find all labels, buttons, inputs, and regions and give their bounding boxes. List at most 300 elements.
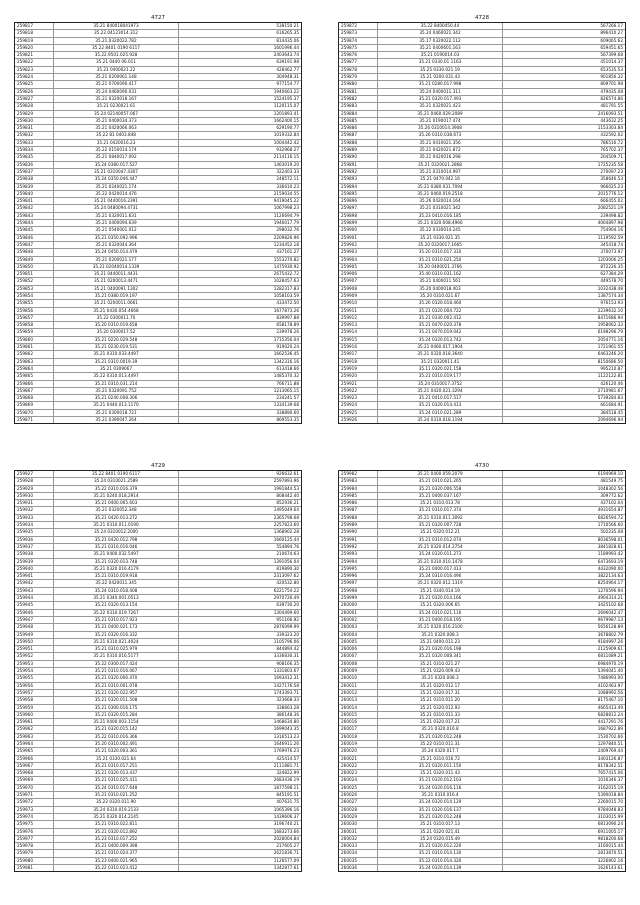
code-cell: 35.21 0410021.356 — [378, 140, 503, 146]
table-row — [15, 544, 301, 551]
code-cell: 35.21 0320.006.65 — [378, 602, 503, 608]
table-row — [339, 756, 625, 763]
amount-cell: 1126577.09 — [273, 857, 299, 863]
code-cell: 35.21 0310047.4307 — [54, 169, 179, 175]
amount-cell: 2028004.84 — [273, 835, 299, 841]
table-row — [15, 705, 301, 712]
amount-cell: 1120115.07 — [273, 103, 299, 109]
amount-cell: 1683273.66 — [273, 828, 299, 834]
amount-cell: 852936.21 — [276, 500, 299, 506]
table-row — [15, 610, 301, 617]
amount-cell: 2403643.74 — [273, 52, 299, 58]
id-cell: 259935 — [15, 529, 54, 535]
amount-cell: 437102.04 — [600, 500, 623, 506]
table-row — [15, 111, 301, 118]
code-cell: 35.21 0420066.063 — [54, 125, 179, 131]
id-cell: 260010 — [339, 675, 378, 681]
id-cell: 259954 — [15, 668, 54, 674]
id-cell: 259929 — [15, 486, 54, 492]
table-panel-1 — [14, 14, 302, 424]
id-cell: 259920 — [339, 373, 378, 379]
table-row — [339, 792, 625, 799]
amount-cell: 3841828.61 — [597, 543, 623, 549]
id-cell: 259933 — [15, 515, 54, 521]
amount-cell: 666455.02 — [600, 198, 623, 204]
amount-cell: 2111881.71 — [273, 762, 299, 768]
amount-cell: 2621836.71 — [273, 850, 299, 856]
id-cell: 259819 — [15, 38, 54, 44]
code-cell: 35.21 0310.025.411 — [54, 777, 179, 783]
table-row — [339, 478, 625, 485]
table-row — [339, 140, 625, 147]
amount-cell: 809701.98 — [600, 81, 623, 87]
id-cell: 259858 — [15, 322, 54, 328]
amount-cell: 1660125.44 — [273, 536, 299, 542]
table-row — [15, 661, 301, 668]
code-cell: 35.24 0320.014.129 — [378, 799, 503, 805]
code-cell: 35.21 0310.0019.39 — [54, 359, 179, 365]
code-cell: 35.24 0320.013.742 — [378, 337, 503, 343]
amount-cell: 2876099.99 — [273, 624, 299, 630]
amount-cell: 814435.06 — [276, 37, 299, 43]
id-cell: 259937 — [15, 544, 54, 550]
table-row — [15, 308, 301, 315]
code-cell: 35.21 0320.017.31 — [378, 690, 503, 696]
id-cell: 259925 — [339, 410, 378, 416]
id-cell: 259834 — [15, 147, 54, 153]
code-cell: 35.24 0480094.4731 — [54, 205, 179, 211]
amount-cell: 3226802.16 — [597, 857, 623, 863]
amount-cell: 338890.60 — [276, 409, 299, 415]
amount-cell: 1485370.32 — [273, 373, 299, 379]
table-row — [339, 96, 625, 103]
amount-cell: 1342877.61 — [273, 865, 299, 871]
amount-cell: 901856.32 — [600, 74, 623, 80]
code-cell: 35.21 0310.013.78 — [378, 500, 503, 506]
id-cell: 259842 — [15, 205, 54, 211]
code-cell: 35.22 8401 0190 6117 — [54, 471, 179, 477]
code-cell: 35.21 0320.015.284 — [54, 712, 179, 718]
table-body — [14, 22, 302, 424]
amount-cell: 2813870.51 — [597, 850, 623, 856]
code-cell: 35.21 0320.014.166 — [378, 595, 503, 601]
id-cell: 260008 — [339, 661, 378, 667]
amount-cell: 358646.53 — [600, 176, 623, 182]
table-row — [339, 395, 625, 402]
table-row — [339, 865, 625, 871]
id-cell: 260023 — [339, 770, 378, 776]
id-cell: 259959 — [15, 705, 54, 711]
id-cell: 259832 — [15, 132, 54, 138]
id-cell: 259859 — [15, 329, 54, 335]
panel-title: 4729 — [151, 463, 165, 469]
code-cell: 35.24 0320.011.273 — [378, 551, 503, 557]
amount-cell: 2125909.61 — [597, 646, 623, 652]
table-row — [15, 821, 301, 828]
amount-cell: 9679987.13 — [597, 616, 623, 622]
code-cell: 35.21 0310.033.4497 — [54, 351, 179, 357]
table-row — [339, 683, 625, 690]
id-cell: 259951 — [15, 646, 54, 652]
table-row — [15, 573, 301, 580]
code-cell: 35.22 0300011.70 — [54, 315, 179, 321]
amount-cell: 1213065.15 — [273, 387, 299, 393]
amount-cell: 2082521.19 — [597, 205, 623, 211]
id-cell: 259947 — [15, 617, 54, 623]
amount-cell: 1028457.63 — [273, 278, 299, 284]
amount-cell: 1468634.80 — [273, 719, 299, 725]
table-row — [15, 205, 301, 212]
code-cell: 35.21 0400.003.1154 — [54, 719, 179, 725]
id-cell: 259866 — [15, 381, 54, 387]
code-cell: 35.21 0320.016.137 — [378, 807, 503, 813]
amount-cell: 2239632.10 — [597, 307, 623, 313]
id-cell: 259882 — [339, 96, 378, 102]
table-row — [339, 154, 625, 161]
amount-cell: 425414.57 — [276, 755, 299, 761]
code-cell: 35.21 0230021.61 — [54, 103, 179, 109]
code-cell: 35.21 0310.021.4024 — [54, 639, 179, 645]
id-cell: 259922 — [339, 388, 378, 394]
amount-cell: 661684.91 — [600, 402, 623, 408]
amount-cell: 481549.75 — [600, 478, 623, 484]
id-cell: 259871 — [15, 417, 54, 423]
code-cell: 35.21 0320091.752 — [54, 388, 179, 394]
code-cell: 35.21 0310.021.265 — [378, 478, 503, 484]
table-row — [339, 81, 625, 88]
amount-cell: 2114116.15 — [273, 154, 299, 160]
table-row — [339, 580, 625, 587]
code-cell: 35.20 0310.021.67 — [378, 293, 503, 299]
code-cell: 35.21 0320.013.437 — [54, 770, 179, 776]
code-cell: 35.21 0400021.22 — [54, 67, 179, 73]
table-row — [15, 588, 301, 595]
table-row — [15, 103, 301, 110]
code-cell: 35.21 0400.018.195 — [378, 617, 503, 623]
table-row — [15, 566, 301, 573]
code-cell: 35.21 0440016.2391 — [54, 198, 179, 204]
id-cell: 259856 — [15, 308, 54, 314]
code-cell: 35.21 0440011.4431 — [54, 271, 179, 277]
table-row — [339, 184, 625, 191]
table-row — [15, 624, 301, 631]
table-row — [15, 777, 301, 784]
code-cell: 35.22 0420011.345 — [54, 580, 179, 586]
amount-cell: 9419045.22 — [273, 198, 299, 204]
amount-cell: 1032438.48 — [597, 285, 623, 291]
amount-cell: 554894.76 — [276, 543, 299, 549]
amount-cell: 8178342.51 — [597, 762, 623, 768]
amount-cell: 1693412.31 — [273, 675, 299, 681]
code-cell: 35.24 0350.046.447 — [54, 176, 179, 182]
code-cell: 35.21 0320.003.361 — [54, 748, 179, 754]
code-cell: 35.21 0400.009.398 — [54, 843, 179, 849]
code-cell: 35.21 0320052.348 — [54, 507, 179, 513]
amount-cell: 1297840.51 — [597, 740, 623, 746]
amount-cell: 3336830.31 — [273, 653, 299, 659]
id-cell: 259873 — [339, 30, 378, 36]
code-cell: 35.22 81 0403.848 — [54, 132, 179, 138]
code-cell: 35.21 0310.016.4 — [378, 792, 503, 798]
amount-cell: 658178.89 — [276, 322, 299, 328]
amount-cell: 323668.33 — [276, 697, 299, 703]
id-cell: 259968 — [15, 770, 54, 776]
table-row — [15, 726, 301, 733]
id-cell: 259995 — [339, 566, 378, 572]
amount-cell: 4102463.97 — [597, 682, 623, 688]
code-cell: 35.21 0310.024.377 — [54, 850, 179, 856]
amount-cell: 7486993.00 — [597, 675, 623, 681]
code-cell: 35.26 0310014.3908 — [378, 125, 503, 131]
code-cell: 35.21 0310.025.979 — [54, 646, 179, 652]
code-cell: 35.21 0200061.148 — [54, 74, 179, 80]
id-cell: 259892 — [339, 169, 378, 175]
code-cell: 35.21 0320.006.558 — [378, 486, 503, 492]
code-cell: 35.24 0320.015.49 — [378, 836, 503, 842]
id-cell: 259956 — [15, 683, 54, 689]
id-cell: 259927 — [15, 471, 54, 477]
code-cell: 35.24 0460090.031 — [54, 89, 179, 95]
amount-cell: 567266.17 — [600, 23, 623, 28]
amount-cell: 2970726.49 — [273, 595, 299, 601]
id-cell: 259867 — [15, 388, 54, 394]
amount-cell: 370073.97 — [600, 249, 623, 255]
amount-cell: 6813090.24 — [597, 821, 623, 827]
code-cell: 35.26 0320.018.460 — [378, 300, 503, 306]
table-row — [339, 741, 625, 748]
code-cell: 35.21 840018041973 — [54, 23, 179, 29]
amount-cell: 1725235.58 — [597, 161, 623, 167]
code-cell: 35.21 0310.010.1478 — [378, 559, 503, 565]
amount-cell: 3822134.63 — [597, 573, 623, 579]
code-cell: 35.20 0310.019.658 — [54, 322, 179, 328]
amount-cell: 298032.76 — [276, 227, 299, 233]
code-cell: 35.21 0420.012.798 — [54, 537, 179, 543]
id-cell: 259839 — [15, 184, 54, 190]
amount-cell: 995210.87 — [600, 365, 623, 371]
id-cell: 259946 — [15, 610, 54, 616]
code-cell: 35.22.04123014.312 — [54, 30, 179, 36]
table-row — [15, 264, 301, 271]
id-cell: 260009 — [339, 668, 378, 674]
amount-cell: 1463019.20 — [273, 161, 299, 167]
table-row — [15, 45, 301, 52]
code-cell: 35.24 0310.016.496 — [378, 573, 503, 579]
id-cell: 260029 — [339, 814, 378, 820]
amount-cell: 9818200.68 — [597, 835, 623, 841]
id-cell: 259966 — [15, 756, 54, 762]
id-cell: 259875 — [339, 45, 378, 51]
id-cell: 259901 — [339, 235, 378, 241]
amount-cell: 1677873.26 — [273, 307, 299, 313]
code-cell: 35.21 0310.021.27 — [378, 661, 503, 667]
id-cell: 259849 — [15, 257, 54, 263]
code-cell: 35.22 8401 0190 6117 — [54, 45, 179, 51]
table-row — [339, 103, 625, 110]
amount-cell: 386148.36 — [276, 711, 299, 717]
code-cell: 35.24 0320.016.116 — [378, 785, 503, 791]
code-cell: 35.21 0700090.417 — [54, 81, 179, 87]
amount-cell: 3196740.21 — [273, 821, 299, 827]
id-cell: 259828 — [15, 103, 54, 109]
amount-cell: 8471686.94 — [597, 314, 623, 320]
code-cell: 35.21 0430.054.4668 — [54, 308, 179, 314]
id-cell: 259944 — [15, 595, 54, 601]
table-row — [339, 169, 625, 176]
code-cell: 35.21 0320.012.1319 — [378, 580, 503, 586]
table-row — [15, 293, 301, 300]
id-cell: 259826 — [15, 89, 54, 95]
amount-cell: 338663.28 — [276, 704, 299, 710]
amount-cell: 1495049.64 — [273, 507, 299, 513]
table-row — [15, 132, 301, 139]
table-row — [339, 30, 625, 37]
code-cell: 35.21 0340.014.19 — [378, 588, 503, 594]
id-cell: 259939 — [15, 559, 54, 565]
id-cell: 259820 — [15, 45, 54, 51]
code-cell: 35.21 0320.013.748 — [54, 559, 179, 565]
amount-cell: 2257823.60 — [273, 522, 299, 528]
code-cell: 35.21 0400601.163 — [378, 45, 503, 51]
amount-cell: 451014.37 — [600, 59, 623, 65]
table-row — [15, 529, 301, 536]
table-row — [339, 52, 625, 59]
table-body — [338, 470, 626, 872]
amount-cell: 1189993.42 — [597, 551, 623, 557]
amount-cell: 322403.33 — [276, 168, 299, 174]
code-cell: 35.21 0320.022.957 — [54, 690, 179, 696]
id-cell: 259822 — [15, 59, 54, 65]
table-row — [15, 81, 301, 88]
table-row — [339, 337, 625, 344]
id-cell: 259997 — [339, 580, 378, 586]
table-row — [15, 646, 301, 653]
id-cell: 259982 — [339, 471, 378, 477]
table-row — [339, 402, 625, 409]
amount-cell: 420532.80 — [276, 580, 299, 586]
table-panel-3 — [14, 462, 302, 872]
id-cell: 259977 — [15, 836, 54, 842]
id-cell: 259955 — [15, 675, 54, 681]
amount-cell: 659451.65 — [600, 44, 623, 50]
amount-cell: 239498.82 — [600, 212, 623, 218]
id-cell: 259889 — [339, 147, 378, 153]
amount-cell: 4931654.87 — [597, 507, 623, 513]
amount-cell: 309772.62 — [600, 492, 623, 498]
id-cell: 259903 — [339, 249, 378, 255]
amount-cell: 1626143.61 — [597, 865, 623, 871]
table-row — [15, 639, 301, 646]
id-cell: 260022 — [339, 763, 378, 769]
id-cell: 259981 — [15, 865, 54, 871]
table-row — [339, 271, 625, 278]
id-cell: 259898 — [339, 213, 378, 219]
amount-cell: 639730.20 — [276, 602, 299, 608]
code-cell: 35.40 0310.031.162 — [378, 271, 503, 277]
code-cell: 35.21 02040014.1339 — [54, 264, 179, 270]
code-cell: 35.21 0320.015.142 — [54, 726, 179, 732]
amount-cell: 6911005.17 — [597, 828, 623, 834]
table-row — [15, 770, 301, 777]
id-cell: 259961 — [15, 719, 54, 725]
code-cell: 35.21 0190014.03 — [378, 52, 503, 58]
id-cell: 259823 — [15, 67, 54, 73]
id-cell: 260007 — [339, 653, 378, 659]
table-row — [15, 719, 301, 726]
table-row — [339, 249, 625, 256]
id-cell: 259900 — [339, 227, 378, 233]
code-cell: 35.17 0320022.112 — [378, 38, 503, 44]
id-cell: 259969 — [15, 777, 54, 783]
amount-cell: 336610.23 — [276, 183, 299, 189]
id-cell: 259884 — [339, 111, 378, 117]
id-cell: 259829 — [15, 111, 54, 117]
table-row — [339, 45, 625, 52]
amount-cell: 1601996.44 — [273, 44, 299, 50]
code-cell: 35.20 0320017.1665 — [378, 242, 503, 248]
amount-cell: 872226.35 — [600, 263, 623, 269]
id-cell: 260000 — [339, 602, 378, 608]
id-cell: 259907 — [339, 278, 378, 284]
code-cell: 35.21 0320.012.248 — [378, 734, 503, 740]
code-cell: 35.21 0320.014.413 — [378, 402, 503, 408]
id-cell: 259972 — [15, 799, 54, 805]
id-cell: 260034 — [339, 850, 378, 856]
table-row — [15, 858, 301, 865]
amount-cell: 1769976.23 — [273, 748, 299, 754]
table-row — [15, 59, 301, 66]
id-cell: 259936 — [15, 537, 54, 543]
table-row — [339, 705, 625, 712]
id-cell: 259910 — [339, 300, 378, 306]
id-cell: 259921 — [339, 381, 378, 387]
table-row — [15, 359, 301, 366]
code-cell: 35.21 0470.042.16 — [378, 176, 503, 182]
code-cell: 35.20 0400021.3766 — [378, 264, 503, 270]
table-row — [15, 89, 301, 96]
amount-cell: 1282317.83 — [273, 285, 299, 291]
id-cell: 259847 — [15, 242, 54, 248]
table-row — [15, 478, 301, 485]
id-cell: 259879 — [339, 74, 378, 80]
table-row — [15, 836, 301, 843]
table-row — [15, 395, 301, 402]
amount-cell: 1743393.71 — [273, 689, 299, 695]
code-cell: 35.24 0310021.2589 — [54, 478, 179, 484]
table-row — [15, 235, 301, 242]
code-cell: 35.21 0220.029.548 — [54, 337, 179, 343]
id-cell: 259885 — [339, 118, 378, 124]
code-cell: 35.22 0420014.476 — [54, 191, 179, 197]
id-cell: 259973 — [15, 807, 54, 813]
table-row — [339, 690, 625, 697]
id-cell: 259908 — [339, 286, 378, 292]
code-cell: 35.21 0300.016.175 — [54, 705, 179, 711]
id-cell: 259845 — [15, 227, 54, 233]
id-cell: 260031 — [339, 829, 378, 835]
amount-cell: 3678802.79 — [597, 631, 623, 637]
id-cell: 259915 — [339, 337, 378, 343]
table-row — [15, 756, 301, 763]
id-cell: 260011 — [339, 683, 378, 689]
code-cell: 35.21 0320.016.4179 — [54, 566, 179, 572]
code-cell: 35.21 0470.019.042 — [378, 329, 503, 335]
amount-cell: 449578.70 — [600, 278, 623, 284]
amount-cell: 1234452.18 — [273, 241, 299, 247]
table-row — [15, 344, 301, 351]
amount-cell: 1662536.45 — [273, 351, 299, 357]
code-cell: 35.21 0400.017.413 — [378, 566, 503, 572]
